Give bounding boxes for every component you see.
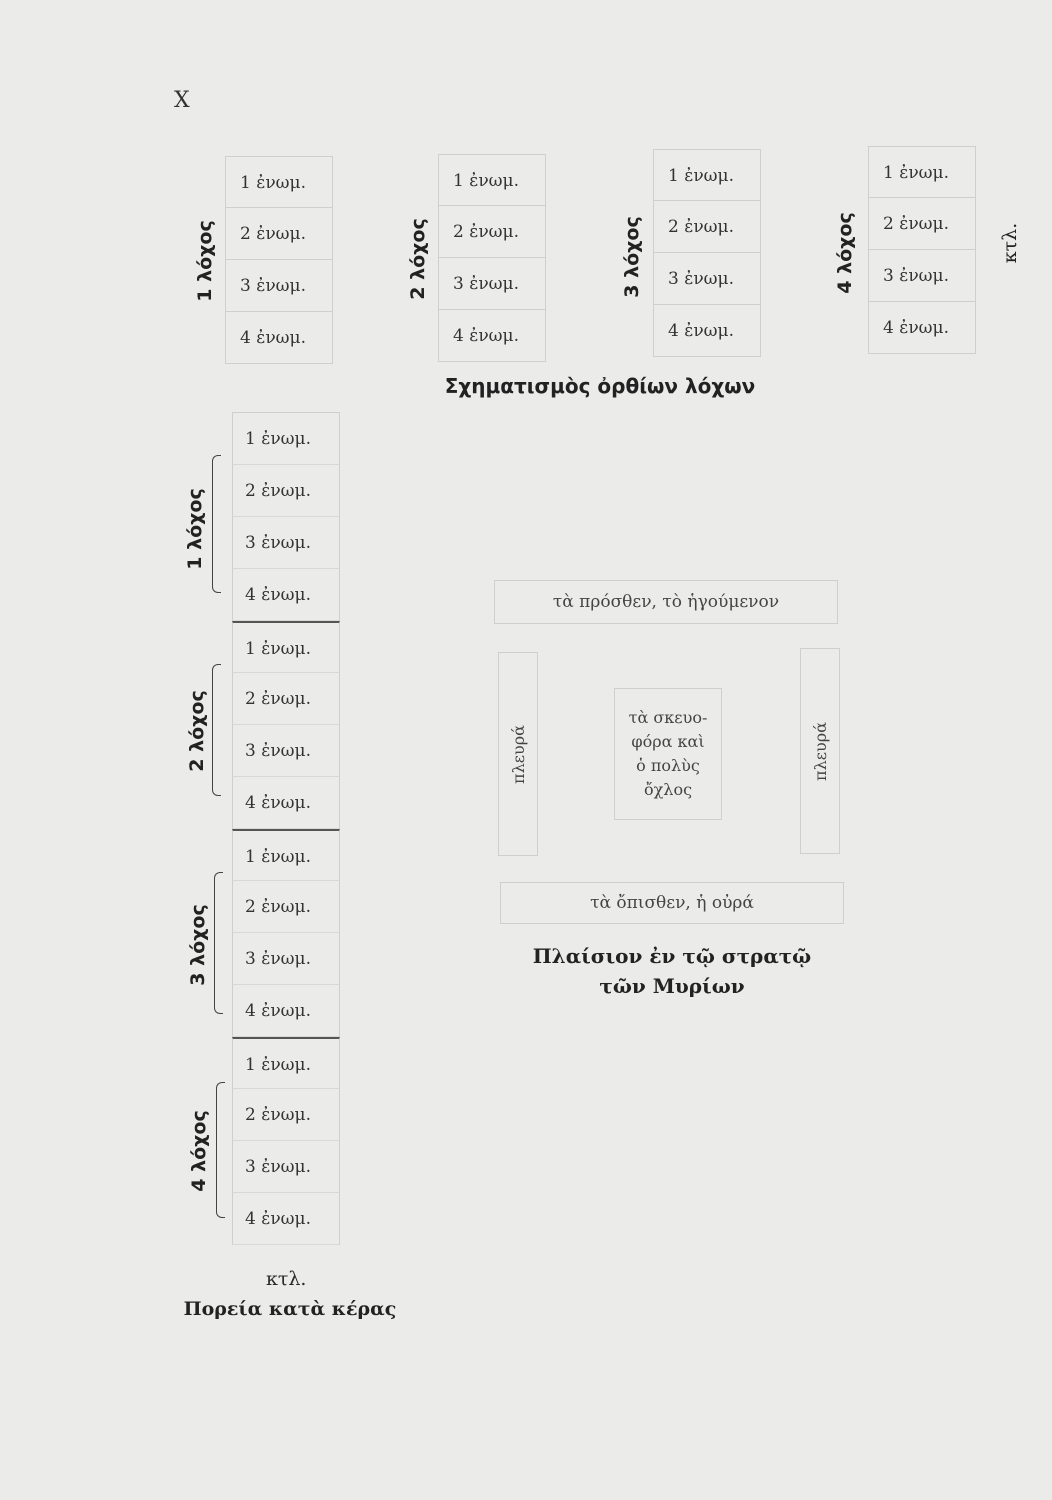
- plaision-rear: τὰ ὄπισθεν, ἡ οὐρά: [500, 882, 844, 924]
- enomotia-cell: 4 ἐνωμ.: [232, 1193, 340, 1245]
- enomotia-cell: 1 ἐνωμ.: [653, 149, 761, 201]
- enomotia-cell: 4 ἐνωμ.: [868, 302, 976, 354]
- enomotia-cell: 2 ἐνωμ.: [438, 206, 546, 258]
- plaision-left-label: πλευρά: [508, 724, 528, 784]
- formation-lochos-column: [225, 156, 333, 364]
- enomotia-cell: 2 ἐνωμ.: [868, 198, 976, 250]
- plaision-center-line: ὄχλος: [643, 780, 693, 799]
- formation-caption: Σχηματισμὸς ὀρθίων λόχων: [444, 374, 756, 398]
- march-lochos-label: 1 λόχος: [184, 488, 206, 570]
- march-etc-label: κτλ.: [266, 1268, 307, 1290]
- march-lochos-label: 2 λόχος: [186, 690, 208, 772]
- formation-lochos-column: [868, 146, 976, 354]
- formation-etc-label: κτλ.: [999, 222, 1021, 264]
- plaision-center-line: τὰ σκευο-: [628, 708, 708, 727]
- enomotia-cell: 2 ἐνωμ.: [653, 201, 761, 253]
- formation-lochos-label: 4 λόχος: [834, 212, 856, 294]
- enomotia-cell: 3 ἐνωμ.: [438, 258, 546, 310]
- enomotia-cell: 4 ἐνωμ.: [653, 305, 761, 357]
- plaision-caption-line2: τῶν Μυρίων: [599, 974, 745, 998]
- enomotia-cell: 2 ἐνωμ.: [232, 881, 340, 933]
- march-caption: Πορεία κατὰ κέρας: [183, 1298, 397, 1320]
- plaision-center-line: ὁ πολὺς: [636, 756, 700, 775]
- page-number: X: [174, 88, 190, 113]
- enomotia-cell: 3 ἐνωμ.: [232, 725, 340, 777]
- enomotia-cell: 1 ἐνωμ.: [232, 1037, 340, 1089]
- enomotia-cell: 3 ἐνωμ.: [232, 517, 340, 569]
- enomotia-cell: 3 ἐνωμ.: [225, 260, 333, 312]
- enomotia-cell: 2 ἐνωμ.: [232, 673, 340, 725]
- march-column: [232, 412, 340, 1245]
- enomotia-cell: 1 ἐνωμ.: [232, 413, 340, 465]
- plaision-left-side: [498, 652, 538, 856]
- enomotia-cell: 4 ἐνωμ.: [225, 312, 333, 364]
- lochos-brace: [212, 664, 221, 796]
- march-lochos-label: 4 λόχος: [188, 1110, 210, 1192]
- formation-lochos-column: [653, 149, 761, 357]
- enomotia-cell: 4 ἐνωμ.: [232, 777, 340, 829]
- plaision-center: [614, 688, 722, 820]
- enomotia-cell: 1 ἐνωμ.: [868, 146, 976, 198]
- enomotia-cell: 1 ἐνωμ.: [232, 621, 340, 673]
- enomotia-cell: 1 ἐνωμ.: [225, 156, 333, 208]
- lochos-brace: [214, 872, 223, 1014]
- enomotia-cell: 1 ἐνωμ.: [438, 154, 546, 206]
- enomotia-cell: 2 ἐνωμ.: [225, 208, 333, 260]
- plaision-front: τὰ πρόσθεν, τὸ ἡγούμενον: [494, 580, 838, 624]
- lochos-brace: [216, 1082, 225, 1218]
- enomotia-cell: 1 ἐνωμ.: [232, 829, 340, 881]
- enomotia-cell: 4 ἐνωμ.: [438, 310, 546, 362]
- plaision-right-side: [800, 648, 840, 854]
- enomotia-cell: 3 ἐνωμ.: [232, 1141, 340, 1193]
- lochos-brace: [212, 455, 221, 593]
- enomotia-cell: 4 ἐνωμ.: [232, 985, 340, 1037]
- enomotia-cell: 2 ἐνωμ.: [232, 465, 340, 517]
- plaision-center-line: φόρα καὶ: [631, 732, 705, 751]
- formation-lochos-column: [438, 154, 546, 362]
- march-lochos-label: 3 λόχος: [187, 904, 209, 986]
- enomotia-cell: 2 ἐνωμ.: [232, 1089, 340, 1141]
- plaision-right-label: πλευρά: [810, 721, 830, 781]
- formation-lochos-label: 2 λόχος: [407, 218, 429, 300]
- formation-lochos-label: 3 λόχος: [621, 216, 643, 298]
- plaision-caption-line1: Πλαίσιον ἐν τῷ στρατῷ: [532, 944, 812, 968]
- formation-lochos-label: 1 λόχος: [194, 220, 216, 302]
- enomotia-cell: 4 ἐνωμ.: [232, 569, 340, 621]
- enomotia-cell: 3 ἐνωμ.: [868, 250, 976, 302]
- enomotia-cell: 3 ἐνωμ.: [232, 933, 340, 985]
- enomotia-cell: 3 ἐνωμ.: [653, 253, 761, 305]
